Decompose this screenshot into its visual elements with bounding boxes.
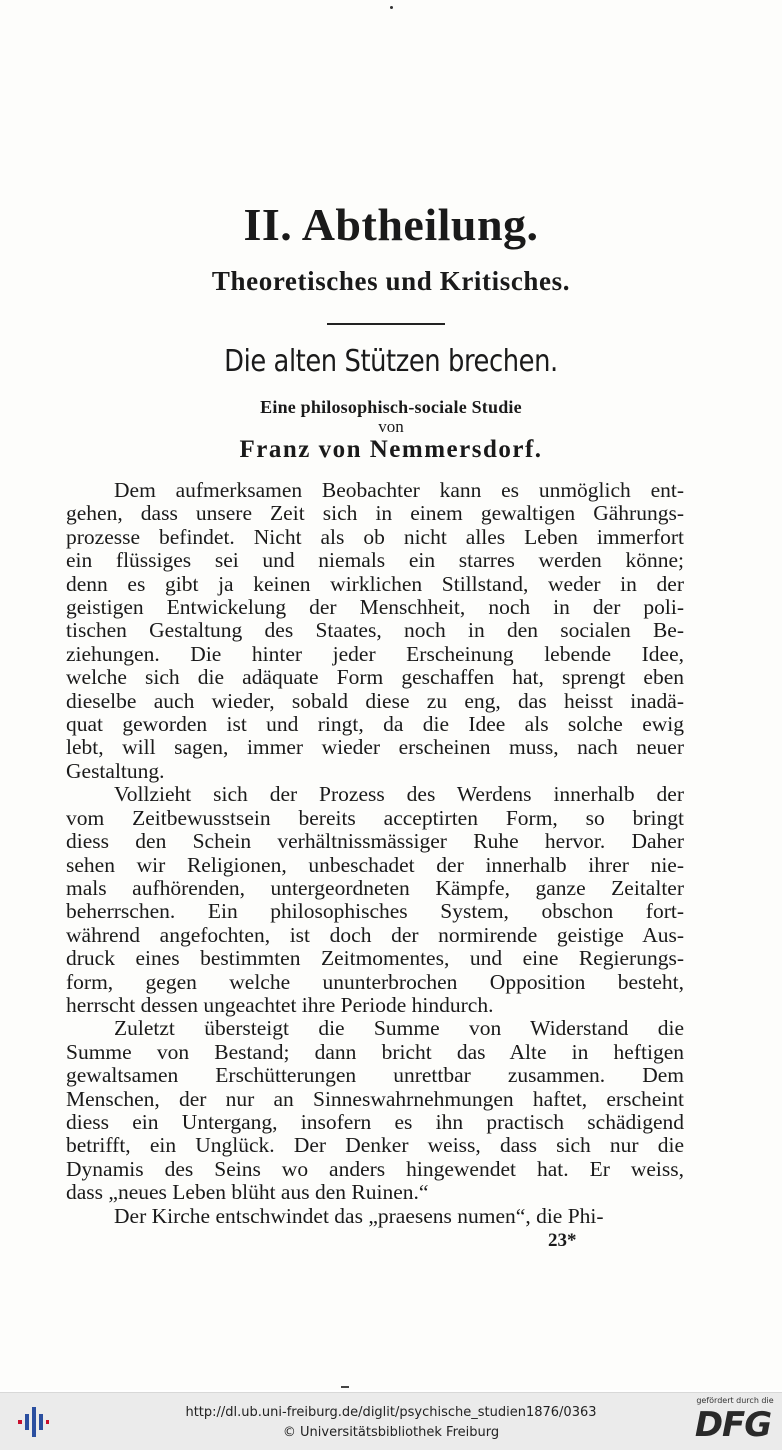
body-line: Dynamis des Seins wo anders hingewendet hat. Er weiss, (66, 1156, 684, 1181)
body-line: Gestaltung. (66, 758, 165, 783)
body-line: ein flüssiges sei und niemals ein starres werden könne; (66, 548, 684, 573)
copyright-text: © Universitätsbibliothek Freiburg (282, 1425, 500, 1440)
body-line: Menschen, der nur an Sinneswahrnehmungen haftet, erscheint (66, 1086, 684, 1111)
section-heading: II. Abtheilung. (243, 199, 539, 250)
byline-von: von (378, 417, 404, 436)
body-line: ziehungen. Die hinter jeder Erscheinung lebende Idee, (66, 641, 684, 666)
body-line: gehen, dass unsere Zeit sich in einem gewaltigen Gährungs- (66, 501, 684, 526)
body-line: denn es gibt ja keinen wirklichen Stillstand, weder in der (66, 571, 684, 596)
body-line: quat geworden ist und ringt, da die Idee als solche ewig (66, 712, 684, 737)
body-line: betrifft, ein Unglück. Der Denker weiss, dass sich nur die (66, 1133, 684, 1158)
body-line: mals aufhörenden, untergeordneten Kämpfe, ganze Zeitalter (66, 875, 684, 900)
body-line: gewaltsamen Erschütterungen unrettbar zusammen. Dem (66, 1063, 684, 1088)
article-title: Die alten Stützen brechen. (224, 344, 558, 379)
body-line: form, gegen welche ununterbrochen Opposition besteht, (66, 969, 684, 994)
body-line: druck eines bestimmten Zeitmomentes, und eine Regierungs- (66, 946, 684, 971)
body-line: Zuletzt übersteigt die Summe von Widerstand die (114, 1016, 684, 1041)
body-line: Summe von Bestand; dann bricht das Alte in heftigen (66, 1039, 684, 1064)
body-line: prozesse befindet. Nicht als ob nicht alles Leben immerfort (66, 524, 684, 549)
page-mark (390, 6, 393, 9)
body-line: beherrschen. Ein philosophisches System, obschon fort- (66, 899, 684, 924)
footer-bar (0, 1392, 782, 1450)
body-line: während angefochten, ist doch der normirende geistige Aus- (66, 922, 684, 947)
body-line: sehen wir Religionen, unbeschadet der innerhalb ihrer nie- (66, 852, 684, 877)
body-line: diess ein Untergang, insofern es ihn practisch schädigend (66, 1109, 684, 1134)
body-line: welche sich die adäquate Form geschaffen hat, sprengt eben (66, 665, 684, 690)
body-line: Der Kirche entschwindet das „praesens numen“, die Phi- (114, 1203, 604, 1228)
body-line: Dem aufmerksamen Beobachter kann es unmöglich ent- (114, 478, 684, 502)
page-edge-mark (341, 1386, 349, 1388)
source-url-link[interactable]: http://dl.ub.uni-freiburg.de/diglit/psychische_studien1876/0363 (185, 1405, 597, 1420)
article-author: Franz von Nemmersdorf. (239, 436, 543, 463)
body-line: lebt, will sagen, immer wieder erscheinen muss, nach neuer (66, 735, 684, 760)
body-line: herrscht dessen ungeachtet ihre Periode hindurch. (66, 992, 494, 1017)
body-line: dass „neues Leben blüht aus den Ruinen.“ (66, 1180, 429, 1205)
body-line: dieselbe auch wieder, sobald diese zu eng, das heisst inadä- (66, 688, 684, 713)
body-line: vom Zeitbewusstsein bereits acceptirten Form, so bringt (66, 805, 684, 830)
body-line: diess den Schein verhältnissmässiger Ruhe hervor. Daher (66, 829, 684, 854)
dfg-logo: DFG (694, 1405, 772, 1445)
sponsor-caption: gefördert durch die (696, 1396, 774, 1405)
article-subtitle: Eine philosophisch-sociale Studie (260, 397, 522, 417)
page-number: 23* (548, 1230, 577, 1251)
body-line: Vollzieht sich der Prozess des Werdens innerhalb der (114, 782, 684, 807)
section-subheading: Theoretisches und Kritisches. (211, 266, 571, 296)
body-line: tischen Gestaltung des Staates, noch in den socialen Be- (66, 618, 684, 643)
body-text (66, 479, 684, 1228)
divider-rule (327, 323, 445, 325)
body-line: geistigen Entwickelung der Menschheit, noch in der poli- (66, 595, 684, 620)
